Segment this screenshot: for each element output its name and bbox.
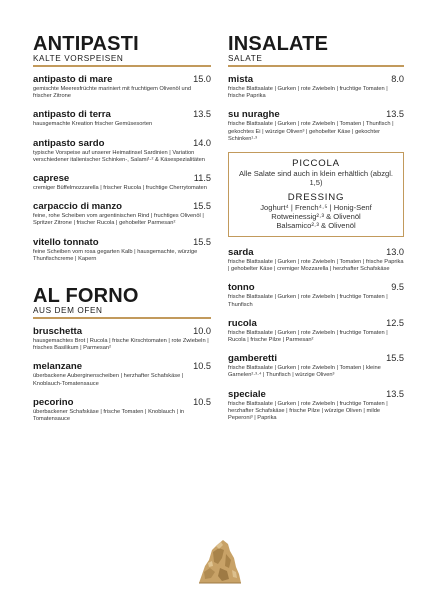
dressing-line: Joghurt⁴ | French⁴·⁵ | Honig-Senf: [260, 203, 372, 213]
dressing-line: Rotweinessig²·³ & Olivenöl: [271, 212, 361, 222]
item-description: hausgemachte Kreation frischer Gemüsesorten: [33, 121, 153, 128]
item-price: 9.5: [391, 282, 404, 293]
item-price: 13.5: [386, 109, 404, 120]
menu-item: [33, 109, 211, 128]
al-forno-list: [33, 326, 211, 423]
insalate-divider: [228, 65, 404, 67]
item-price: 13.0: [386, 247, 404, 258]
item-description: frische Blattsalate | Gurken | rote Zwiebeln | Tomaten | kleine Garnelen²·³·⁴ | Thunfisch | würzige Oliven³: [228, 365, 381, 379]
piccola-dressing-box: [228, 152, 404, 237]
antipasti-title: ANTIPASTI: [33, 33, 139, 55]
piccola-title: PICCOLA: [292, 158, 340, 170]
item-price: 13.5: [193, 109, 211, 120]
menu-item: [33, 74, 211, 100]
menu-item: [228, 282, 404, 308]
item-name: antipasto sardo: [33, 137, 105, 149]
item-price: 11.5: [193, 173, 211, 184]
item-name: mista: [228, 74, 254, 85]
antipasti-divider: [33, 65, 211, 67]
item-name: melanzane: [33, 361, 83, 373]
antipasti-subtitle: KALTE VORSPEISEN: [33, 54, 124, 63]
item-description: überbackener Schafskäse | frische Tomaten | Knoblauch | in Tomatensauce: [33, 408, 185, 423]
insalate-title: INSALATE: [228, 33, 329, 55]
insalate-list-top: [228, 74, 404, 143]
right-column: [228, 34, 404, 431]
item-name: carpaccio di manzo: [33, 201, 123, 213]
menu-item: [228, 74, 404, 100]
item-name: pecorino: [33, 396, 74, 408]
item-name: antipasto di mare: [33, 74, 113, 85]
item-price: 10.5: [193, 396, 211, 407]
item-price: 15.5: [386, 353, 404, 364]
item-description: frische Blattsalate | Gurken | rote Zwiebeln | fruchtige Tomaten | Rucola | frische Pilze | Parmesan²: [228, 329, 388, 344]
item-description: frische Blattsalate | Gurken | rote Zwiebeln | fruchtige Tomaten | frische Paprika: [228, 86, 388, 100]
item-price: 15.0: [193, 74, 211, 84]
menu-item: [228, 109, 404, 143]
menu-item: [33, 326, 211, 352]
item-price: 13.5: [386, 388, 404, 399]
item-price: 15.5: [193, 201, 211, 212]
menu-item: [228, 389, 404, 423]
item-name: su nuraghe: [228, 109, 280, 121]
menu-item: [33, 397, 211, 423]
item-name: gamberetti: [228, 353, 278, 365]
menu-item: [33, 237, 211, 263]
al-forno-subtitle: AUS DEM OFEN: [33, 306, 103, 316]
item-description: frische Blattsalate | Gurken | rote Zwiebeln | fruchtige Tomaten | Thunfisch: [228, 294, 388, 308]
item-price: 14.0: [193, 137, 211, 148]
item-description: frische Blattsalate | Gurken | rote Zwiebeln | Tomaten | frische Paprika | gehobelter Käse | cremiger Mozzarella | herzhafter Schafskäse: [228, 259, 404, 273]
menu-item: [228, 353, 404, 379]
piccola-text: Alle Salate sind auch in klein erhältlich (abzgl. 1,5): [238, 169, 394, 188]
antipasti-list: [33, 74, 211, 263]
insalate-list-bottom: [228, 247, 404, 422]
al-forno-divider: [33, 317, 211, 319]
item-name: tonno: [228, 282, 255, 294]
item-description: feine, rohe Scheiben vom argentinischen Rind | fruchtiges Olivenöl | Spritzer Zitrone | frischer Rucola | gehobelter Parmesan²: [33, 213, 204, 227]
nuraghe-mountain-icon: [196, 536, 242, 584]
menu-item: [228, 247, 404, 273]
item-description: frische Blattsalate | Gurken | rote Zwiebeln | Tomaten | Thunfisch | gekochtes Ei | würzige Oliven³ | gehobelter Käse | gekochter Schinken¹·³: [228, 121, 394, 142]
item-name: speciale: [228, 388, 266, 400]
item-name: antipasto di terra: [33, 109, 111, 121]
dressing-line: Balsamico²·³ & Olivenöl: [276, 221, 356, 231]
item-price: 10.0: [193, 326, 211, 337]
insalate-subtitle: SALATE: [228, 54, 263, 63]
item-description: gemischte Meeresfrüchte mariniert mit fruchtigem Olivenöl und frischer Zitrone: [33, 86, 192, 100]
item-name: caprese: [33, 173, 70, 185]
item-description: hausgemachtes Brot | Rucola | frische Kirschtomaten | rote Zwiebeln | frisches Basilikum | Parmesan²: [33, 338, 209, 352]
item-description: überbackene Auberginenscheiben | herzhafter Schafskäse | Knoblauch-Tomatensauce: [33, 373, 184, 387]
menu-item: [33, 201, 211, 227]
item-name: bruschetta: [33, 326, 83, 338]
item-description: cremiger Büffelmozzarella | frischer Rucola | fruchtige Cherrytomaten: [33, 185, 207, 192]
menu-item: [33, 173, 211, 192]
al-forno-title: AL FORNO: [33, 285, 139, 308]
item-price: 15.5: [193, 236, 211, 247]
item-price: 12.5: [386, 317, 404, 328]
item-name: vitello tonnato: [33, 236, 99, 248]
item-description: frische Blattsalate | Gurken | rote Zwiebeln | fruchtige Tomaten | herzhafter Schafskäse | frische Pilze | würzige Oliven | milde Peperoni³ | Paprika: [228, 400, 388, 422]
menu-item: [33, 361, 211, 387]
dressing-title: DRESSING: [287, 192, 345, 204]
item-description: feine Scheiben vom rosa gegarten Kalb | hausgemachte, würzige Thunfischcreme | Kapern: [33, 248, 198, 262]
item-price: 8.0: [391, 74, 404, 84]
menu-item: [33, 138, 211, 164]
left-column: [33, 34, 211, 432]
item-name: rucola: [228, 317, 257, 329]
item-description: typische Vorspeise auf unserer Heimatinsel Sardinien | Variation verschiedener italienischer Schinken-, Salami¹·² & Käsespezialitäten: [33, 149, 205, 163]
item-price: 10.5: [193, 361, 211, 372]
item-name: sarda: [228, 247, 254, 259]
menu-item: [228, 318, 404, 344]
